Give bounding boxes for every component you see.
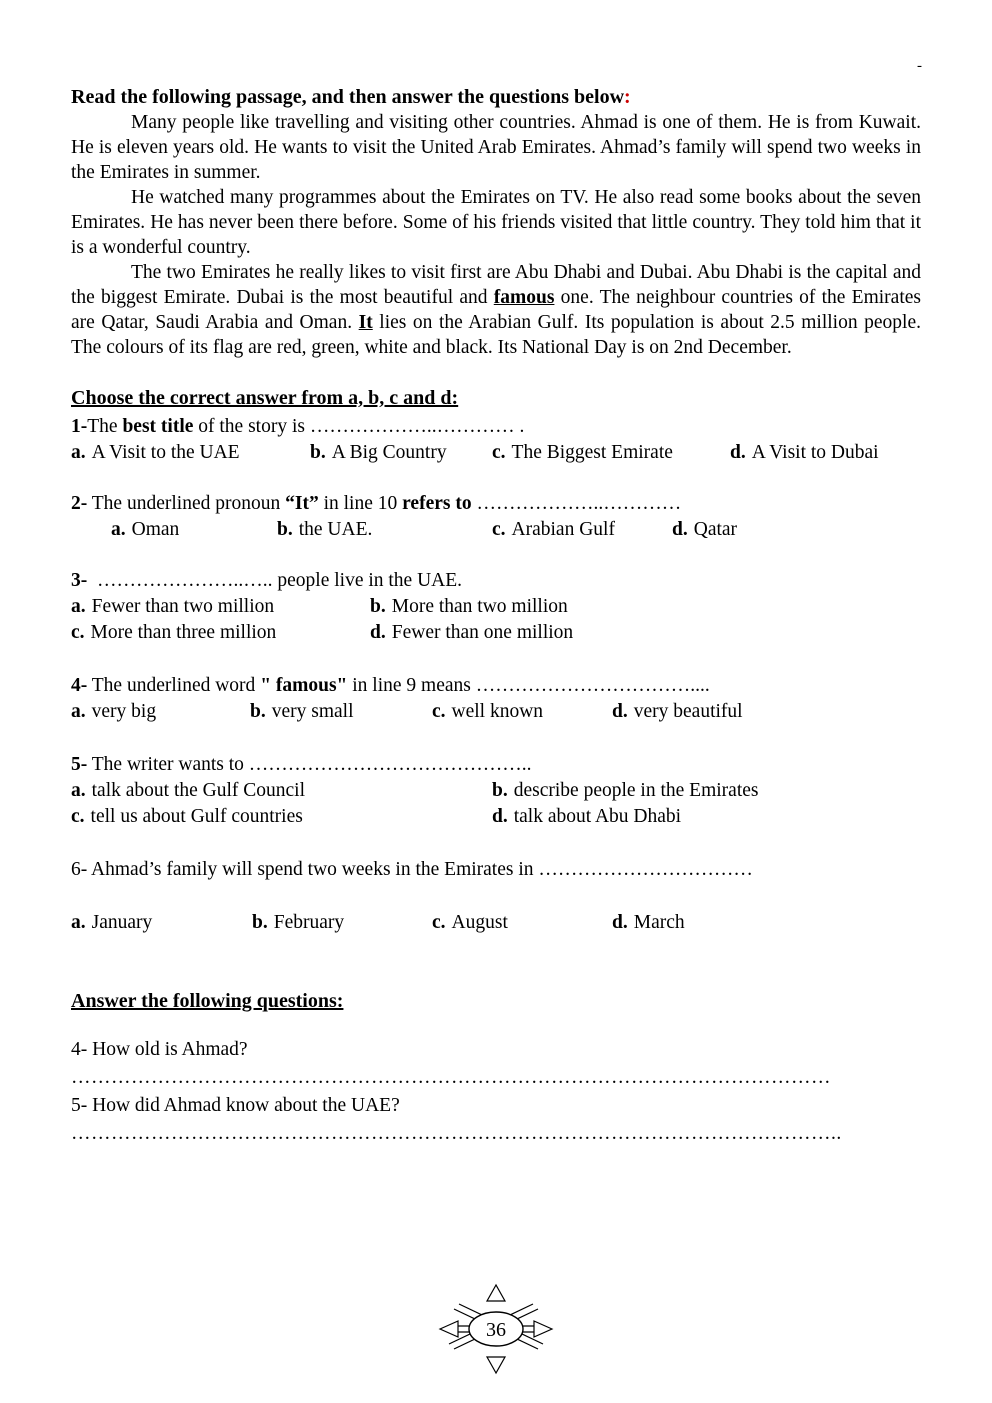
question-1-option-b	[310, 440, 492, 466]
question-1-text	[71, 414, 921, 440]
question-2-text	[71, 491, 921, 517]
option-letter-a: a.	[71, 442, 86, 463]
option-text-a: Fewer than two million	[91, 596, 275, 617]
question-6-option-b	[252, 910, 432, 936]
question-1-options	[71, 440, 921, 466]
question-1-option-a	[71, 440, 310, 466]
question-5-number: 5-	[71, 754, 88, 775]
option-letter-d: d.	[730, 442, 746, 463]
question-2-seg2: in line 10	[318, 493, 403, 514]
option-text-b: More than two million	[391, 596, 568, 617]
option-text-b: describe people in the Emirates	[513, 780, 759, 801]
question-3-options-row-1	[71, 594, 921, 620]
question-5-option-b	[492, 778, 758, 804]
question-5-text	[71, 752, 921, 778]
question-4-options	[71, 699, 921, 725]
option-letter-d: d.	[612, 912, 628, 933]
option-letter-a: a.	[71, 596, 86, 617]
question-4-seg2: in line 9 means ……………………………....	[347, 675, 710, 696]
option-text-b: February	[273, 912, 345, 933]
question-2-option-d	[672, 517, 737, 543]
question-3-option-d	[370, 620, 573, 646]
option-text-d: Fewer than one million	[391, 622, 574, 643]
option-text-c: The Biggest Emirate	[511, 442, 673, 463]
triangle-top	[487, 1285, 505, 1301]
question-5-option-a	[71, 778, 492, 804]
question-3-number: 3-	[71, 570, 88, 591]
answer-question-4: 4- How old is Ahmad?	[71, 1039, 248, 1060]
question-6-option-a	[71, 910, 252, 936]
option-text-d: March	[633, 912, 685, 933]
question-2-bold-refers: refers to	[402, 493, 472, 514]
instruction-text: Read the following passage, and then answer the questions below	[71, 86, 625, 108]
option-text-c: More than three million	[90, 622, 277, 643]
instruction-colon: :	[624, 86, 631, 108]
question-3-option-c	[71, 620, 370, 646]
option-letter-b: b.	[310, 442, 326, 463]
answers-section-heading: Answer the following questions:	[71, 990, 344, 1012]
option-text-a: very big	[91, 701, 157, 722]
option-text-a: talk about the Gulf Council	[91, 780, 306, 801]
question-3-seg1: …………………..….. people live in the UAE.	[87, 570, 463, 591]
option-text-b: A Big Country	[331, 442, 447, 463]
option-letter-d: d.	[492, 806, 508, 827]
paragraph-3-segment-1: The two Emirates he really likes to visit first are Abu Dhabi and Dubai. Abu Dhabi is the capital and the biggest Emirate. Dubai is the most beautiful and	[71, 262, 921, 308]
question-1	[71, 414, 921, 466]
question-3-text	[71, 568, 921, 594]
option-letter-b: b.	[252, 912, 268, 933]
question-6-options	[71, 910, 921, 936]
it-underlined-word: It	[358, 312, 373, 333]
question-1-number: 1-	[71, 416, 88, 437]
triangle-right	[534, 1321, 552, 1337]
option-letter-d: d.	[370, 622, 386, 643]
question-3-option-a	[71, 594, 370, 620]
question-2-option-b	[277, 517, 492, 543]
mcq-section-heading: Choose the correct answer from a, b, c and d:	[71, 387, 459, 409]
famous-underlined-word: famous	[493, 287, 555, 308]
option-letter-c: c.	[492, 442, 506, 463]
question-5-options-row-2	[71, 804, 921, 830]
option-letter-c: c.	[432, 701, 446, 722]
question-2	[71, 491, 921, 543]
question-5	[71, 752, 921, 830]
option-letter-d: d.	[672, 519, 688, 540]
option-text-c: August	[451, 912, 508, 933]
question-5-seg1: The writer wants to ……………………………………..	[87, 754, 532, 775]
question-2-seg1: The underlined pronoun	[87, 493, 286, 514]
page-number-ornament	[426, 1283, 566, 1375]
question-4-bold-famous: " famous"	[260, 675, 348, 696]
option-letter-c: c.	[71, 806, 85, 827]
option-text-a: January	[91, 912, 153, 933]
passage-instruction-heading	[71, 85, 921, 110]
question-2-option-a	[111, 517, 277, 543]
corner-dash-mark: -	[917, 58, 922, 74]
paragraph-3-segment-2: one. The neighbour countries of the Emirates are Qatar, Saudi Arabia and Oman.	[71, 287, 921, 333]
option-letter-c: c.	[71, 622, 85, 643]
option-text-d: very beautiful	[633, 701, 743, 722]
question-2-number: 2-	[71, 493, 88, 514]
question-1-seg1: The	[87, 416, 123, 437]
question-4-number: 4-	[71, 675, 88, 696]
question-6-text: 6- Ahmad’s family will spend two weeks in the Emirates in ……………………………	[71, 859, 753, 880]
question-1-bold: best title	[122, 416, 194, 437]
option-letter-a: a.	[111, 519, 126, 540]
option-text-b: the UAE.	[298, 519, 373, 540]
option-letter-b: b.	[277, 519, 293, 540]
question-4-text	[71, 673, 921, 699]
option-text-c: well known	[451, 701, 544, 722]
question-4-option-b	[250, 699, 432, 725]
answer-blank-line-1: ……………………………………………………………………………………………………	[71, 1067, 831, 1088]
question-2-option-c	[492, 517, 672, 543]
question-4-option-d	[612, 699, 743, 725]
question-3-options-row-2	[71, 620, 921, 646]
question-5-option-c	[71, 804, 492, 830]
option-text-d: A Visit to Dubai	[751, 442, 879, 463]
option-letter-b: b.	[250, 701, 266, 722]
question-2-bold-it: “It”	[285, 493, 319, 514]
option-letter-b: b.	[370, 596, 386, 617]
triangle-bottom	[487, 1357, 505, 1373]
option-text-d: talk about Abu Dhabi	[513, 806, 682, 827]
option-letter-a: a.	[71, 912, 86, 933]
option-text-c: tell us about Gulf countries	[90, 806, 303, 827]
question-6	[71, 857, 921, 883]
question-5-options-row-1	[71, 778, 921, 804]
question-5-option-d	[492, 804, 681, 830]
option-letter-c: c.	[492, 519, 506, 540]
question-3-option-b	[370, 594, 568, 620]
question-4	[71, 673, 921, 725]
answer-blank-line-2: ……………………………………………………………………………………………………..	[71, 1123, 842, 1144]
option-text-d: Qatar	[693, 519, 738, 540]
question-6-option-d	[612, 910, 685, 936]
question-4-option-a	[71, 699, 250, 725]
question-4-seg1: The underlined word	[87, 675, 261, 696]
option-text-a: Oman	[131, 519, 180, 540]
option-text-a: A Visit to the UAE	[91, 442, 240, 463]
question-1-option-c	[492, 440, 730, 466]
question-1-seg2: of the story is ………………..………… .	[193, 416, 525, 437]
question-3	[71, 568, 921, 646]
option-text-b: very small	[271, 701, 354, 722]
question-1-option-d	[730, 440, 879, 466]
option-text-c: Arabian Gulf	[511, 519, 615, 540]
passage-paragraph-2: He watched many programmes about the Emirates on TV. He also read some books about the seven Emirates. He has never been there before. Some of his friends visited that little country. They told him that it is a wonderful country.	[71, 187, 921, 258]
option-letter-b: b.	[492, 780, 508, 801]
question-2-seg3: ………………..…………	[471, 493, 682, 514]
question-6-option-c	[432, 910, 612, 936]
option-letter-d: d.	[612, 701, 628, 722]
question-4-option-c	[432, 699, 612, 725]
option-letter-a: a.	[71, 701, 86, 722]
passage-paragraph-3	[71, 260, 921, 360]
answer-question-5: 5- How did Ahmad know about the UAE?	[71, 1095, 400, 1116]
question-2-options	[71, 517, 921, 543]
paragraph-3-segment-3: lies on the Arabian Gulf. Its population is about 2.5 million people. The colours of its flag are red, green, white and black. Its National Day is on 2nd December.	[71, 312, 921, 358]
passage-paragraph-1: Many people like travelling and visiting other countries. Ahmad is one of them. He is from Kuwait. He is eleven years old. He wants to visit the United Arab Emirates. Ahmad’s family will spend two weeks in the Emirates in summer.	[71, 112, 921, 183]
option-letter-a: a.	[71, 780, 86, 801]
page-number: 36	[486, 1319, 506, 1341]
triangle-left	[440, 1321, 458, 1337]
option-letter-c: c.	[432, 912, 446, 933]
